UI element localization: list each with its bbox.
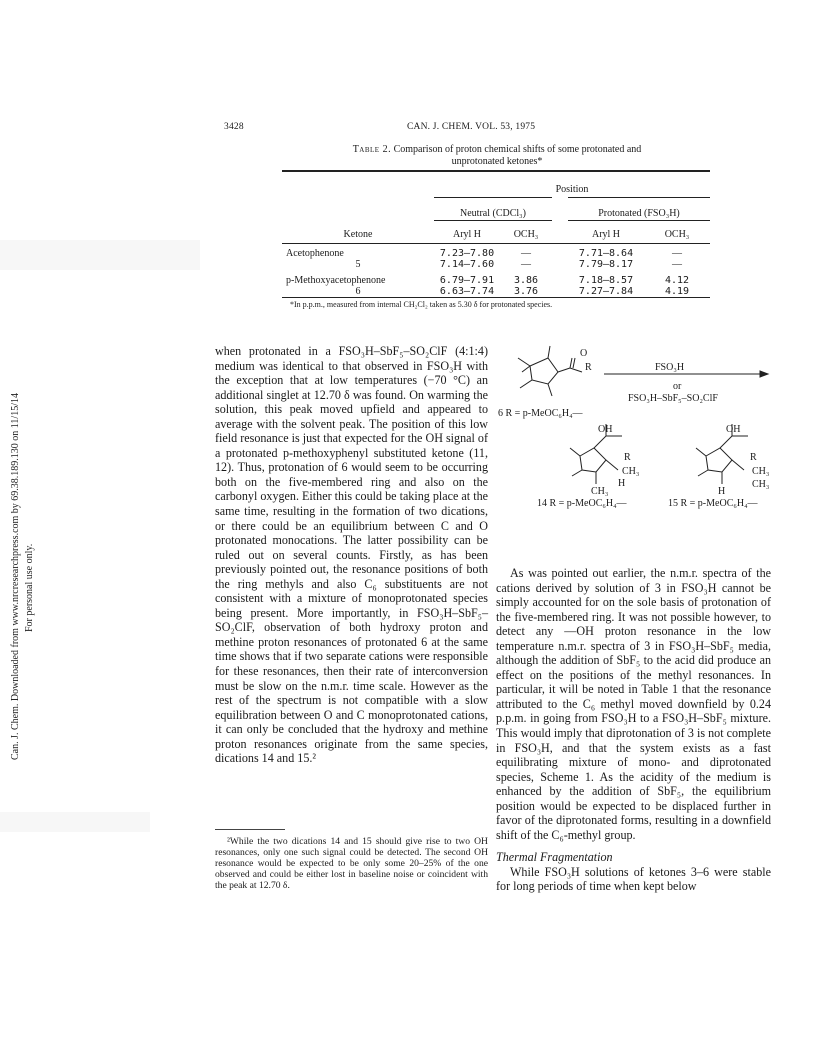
footnote-rule [215, 829, 285, 830]
h-label: H [618, 478, 626, 489]
neutral-group-header: Neutral (CDCl₃) [434, 198, 552, 221]
chemical-shift-table [282, 170, 710, 309]
ch3-label: CH₃ [622, 466, 640, 477]
scheme-o-label: O [580, 348, 588, 359]
oh-label: OH [726, 424, 741, 435]
aryl-h-header: Aryl H [568, 221, 644, 244]
h-label: H [718, 486, 726, 497]
compound-15-label: 15 R = p-MeOC₆H₄— [668, 498, 758, 509]
body-paragraph: While FSO₃H solutions of ketones 3–6 were stable for long periods of time when kept below [496, 864, 771, 894]
och3-header: OCH₃ [500, 221, 552, 244]
ketone-header: Ketone [343, 229, 373, 240]
left-column [215, 344, 488, 766]
download-notice: Can. J. Chem. Downloaded from www.nrcresearchpress.com by 69.38.189.130 on 11/15/14 [10, 393, 21, 760]
protonated-group-header: Protonated (FSO₃H) [568, 198, 710, 221]
r-label: R [750, 452, 757, 463]
personal-use-notice: For personal use only. [24, 543, 35, 632]
reagent-or: or [673, 381, 682, 392]
table-label: Table 2. [352, 144, 392, 155]
compound-6-label: 6 R = p-MeOC₆H₄— [498, 408, 583, 419]
ch3-label: CH₃ [752, 479, 770, 490]
right-column [496, 566, 771, 894]
aryl-h-header: Aryl H [434, 221, 500, 244]
body-paragraph: As was pointed out earlier, the n.m.r. spectra of the cations derived by solution of 3 in FSO₃H cannot be simply accounted for on the sole basis of protonation of the five-membered ring. It was not possible however, to detect any —OH proton resonance in the low temperature n.m.r. spectra of 3 in FSO₃H–SbF₅ media, although the addition of SbF₅ to the acid did produce an effect on the positions of the methyl resonances. In particular, it will be noted in Table 1 that the resonance attributed to the C₆ methyl moved downfield by 0.24 p.p.m. in going from FSO₃H to a FSO₃H–SbF₅ mixture. This would imply that diprotonation of 3 is not complete in FSO₃H, and that the system exists as a fast equilibrating mixture of mono- and diprotonated species, Scheme 1. As the acidity of the medium is enhanced by the addition of SbF₅, the equilibrium position would be expected to be displaced further in favor of the diprotonated forms, resulting in a downfield shift of the C₆-methyl group. [496, 566, 771, 842]
scan-smudge [0, 812, 150, 832]
position-header: Position [555, 183, 589, 195]
table-footnote: *In p.p.m., measured from internal CH₂Cl₂ taken as 5.30 δ for protonated species. [290, 299, 553, 309]
body-paragraph: when protonated in a FSO₃H–SbF₅–SO₂ClF (4:1:4) medium was identical to that observed in FSO₃H with the exception that at low temperatures (−70 °C) an additional singlet at 12.70 δ was found. On warming the solution, this peak moved upfield and appeared to average with the solvent peak. The position of this low field resonance is just that expected for the OH signal of a protonated p-methoxyphenyl substituted ketone (11, 12). Thus, protonation of 6 would seem to be occurring both on the five-membered ring and also on the carbonyl oxygen. Either this could be taking place at the same time, resulting in the formation of two dications, or there could be an equilibrium between C and O protonated monocations. The latter possibility can be ruled out on several counts. Firstly, as has been previously pointed out, the resonance positions of both the ring methyls and also C₆ substituents are not consistent with a mixture of monoprotonated species being present. More importantly, in FSO₃H–SbF₅–SO₂ClF, observation of both hydroxy proton and methine proton resonances of protonated 6 at the same time shows that if two separate cations were responsible for these resonances, then their rate of interconversion must be slow on the n.m.r. time scale. However as the rest of the spectrum is not compatible with a slow equilibration between O and C monoprotonated cations, it can only be concluded that the hydroxy and methine proton resonances originate from the same species, dications 14 and 15.² [215, 344, 488, 766]
scheme-r-label: R [585, 362, 592, 373]
ch3-label: CH₃ [591, 486, 609, 497]
table-title-line2: unprotonated ketones* [451, 156, 543, 167]
table-caption [312, 144, 682, 168]
table-title-line1: Comparison of proton chemical shifts of some protonated and [393, 144, 642, 155]
footnote [215, 836, 488, 891]
och3-header: OCH₃ [644, 221, 710, 244]
table-row: Acetophenone 7.23–7.80 — 7.71–8.64 — [286, 247, 682, 259]
page-number: 3428 [224, 122, 244, 132]
scan-smudge [0, 240, 200, 270]
table-row: p-Methoxyacetophenone 6.79–7.91 3.86 7.18–8.57 4.12 [286, 274, 690, 286]
oh-label: OH [598, 424, 613, 435]
reagent-fso3h: FSO₃H [655, 362, 685, 373]
footnote-text: ²While the two dications 14 and 15 should give rise to two OH resonances, only one such signal could be detected. The second OH resonance would be expected to be only some 20–25% of the one observed and could be either lost in baseline noise or coincident with the peak at 12.70 δ. [215, 836, 488, 891]
table-row: 5 7.14–7.60 — 7.79–8.17 — [355, 258, 682, 270]
reagent-superacid: FSO₃H–SbF₅–SO₂ClF [628, 393, 718, 404]
ch3-label: CH₃ [752, 466, 770, 477]
running-head: CAN. J. CHEM. VOL. 53, 1975 [407, 122, 536, 132]
section-heading: Thermal Fragmentation [496, 850, 613, 865]
compound-14-label: 14 R = p-MeOC₆H₄— [537, 498, 627, 509]
cyclopentene-ring [530, 358, 558, 384]
r-label: R [624, 452, 631, 463]
table-row: 6 6.63–7.74 3.76 7.27–7.84 4.19 [355, 285, 690, 297]
